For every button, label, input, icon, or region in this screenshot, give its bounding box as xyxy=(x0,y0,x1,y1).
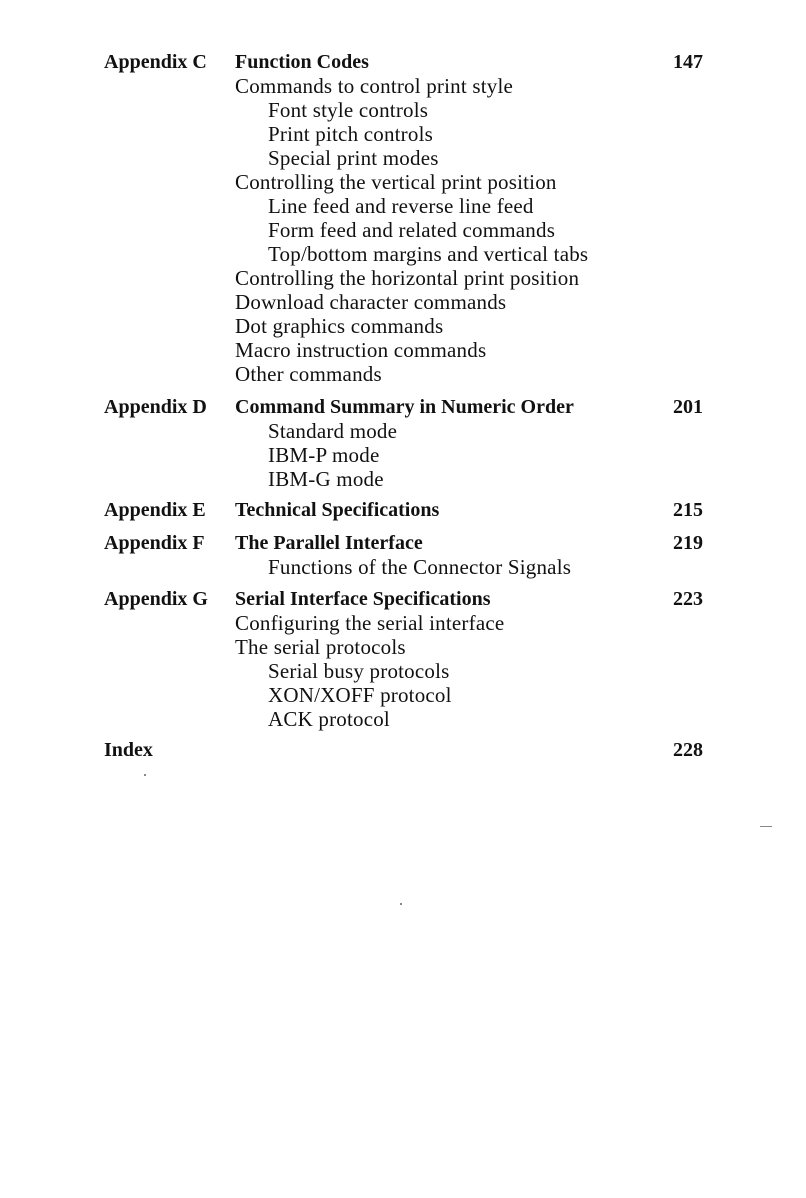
toc-entry: Macro instruction commands xyxy=(235,338,487,362)
toc-entry: Top/bottom margins and vertical tabs xyxy=(268,242,589,266)
toc-entry: The serial protocols xyxy=(235,635,406,659)
section-label: Appendix F xyxy=(104,532,205,554)
toc-entry: Standard mode xyxy=(268,419,398,443)
toc-entry: Form feed and related commands xyxy=(268,218,556,242)
toc-entry: Controlling the vertical print position xyxy=(235,170,557,194)
section-page-number: 228 xyxy=(673,739,703,761)
scan-mark xyxy=(400,903,402,905)
section-title: Serial Interface Specifications xyxy=(235,588,491,610)
section-title: Function Codes xyxy=(235,51,369,73)
toc-entry: IBM-P mode xyxy=(268,443,380,467)
section-page-number: 215 xyxy=(673,499,703,521)
section-title: The Parallel Interface xyxy=(235,532,423,554)
toc-entry: Special print modes xyxy=(268,146,439,170)
section-entries xyxy=(0,419,806,491)
toc-entry: Download character commands xyxy=(235,290,507,314)
toc-entry: Controlling the horizontal print position xyxy=(235,266,580,290)
scan-mark xyxy=(144,774,146,776)
toc-entry: Print pitch controls xyxy=(268,122,433,146)
toc-entry: IBM-G mode xyxy=(268,467,384,491)
toc-entry: Serial busy protocols xyxy=(268,659,450,683)
section-page-number: 219 xyxy=(673,532,703,554)
toc-entry: Commands to control print style xyxy=(235,74,514,98)
toc-entry: Line feed and reverse line feed xyxy=(268,194,534,218)
section-label: Appendix E xyxy=(104,499,206,521)
toc-entry: Dot graphics commands xyxy=(235,314,444,338)
section-label: Index xyxy=(104,739,153,761)
toc-entry: Functions of the Connector Signals xyxy=(268,555,572,579)
scan-mark xyxy=(760,826,772,827)
toc-entry: ACK protocol xyxy=(268,707,390,731)
section-page-number: 201 xyxy=(673,396,703,418)
section-page-number: 147 xyxy=(673,51,703,73)
toc-entry: Other commands xyxy=(235,362,382,386)
section-entries xyxy=(0,555,806,579)
toc-entry: XON/XOFF protocol xyxy=(268,683,452,707)
section-label: Appendix C xyxy=(104,51,207,73)
section-title: Technical Specifications xyxy=(235,499,440,521)
section-entries xyxy=(0,611,806,731)
section-label: Appendix D xyxy=(104,396,207,418)
section-title: Command Summary in Numeric Order xyxy=(235,396,574,418)
section-page-number: 223 xyxy=(673,588,703,610)
section-label: Appendix G xyxy=(104,588,208,610)
toc-entry: Font style controls xyxy=(268,98,429,122)
section-entries xyxy=(0,74,806,386)
toc-entry: Configuring the serial interface xyxy=(235,611,505,635)
